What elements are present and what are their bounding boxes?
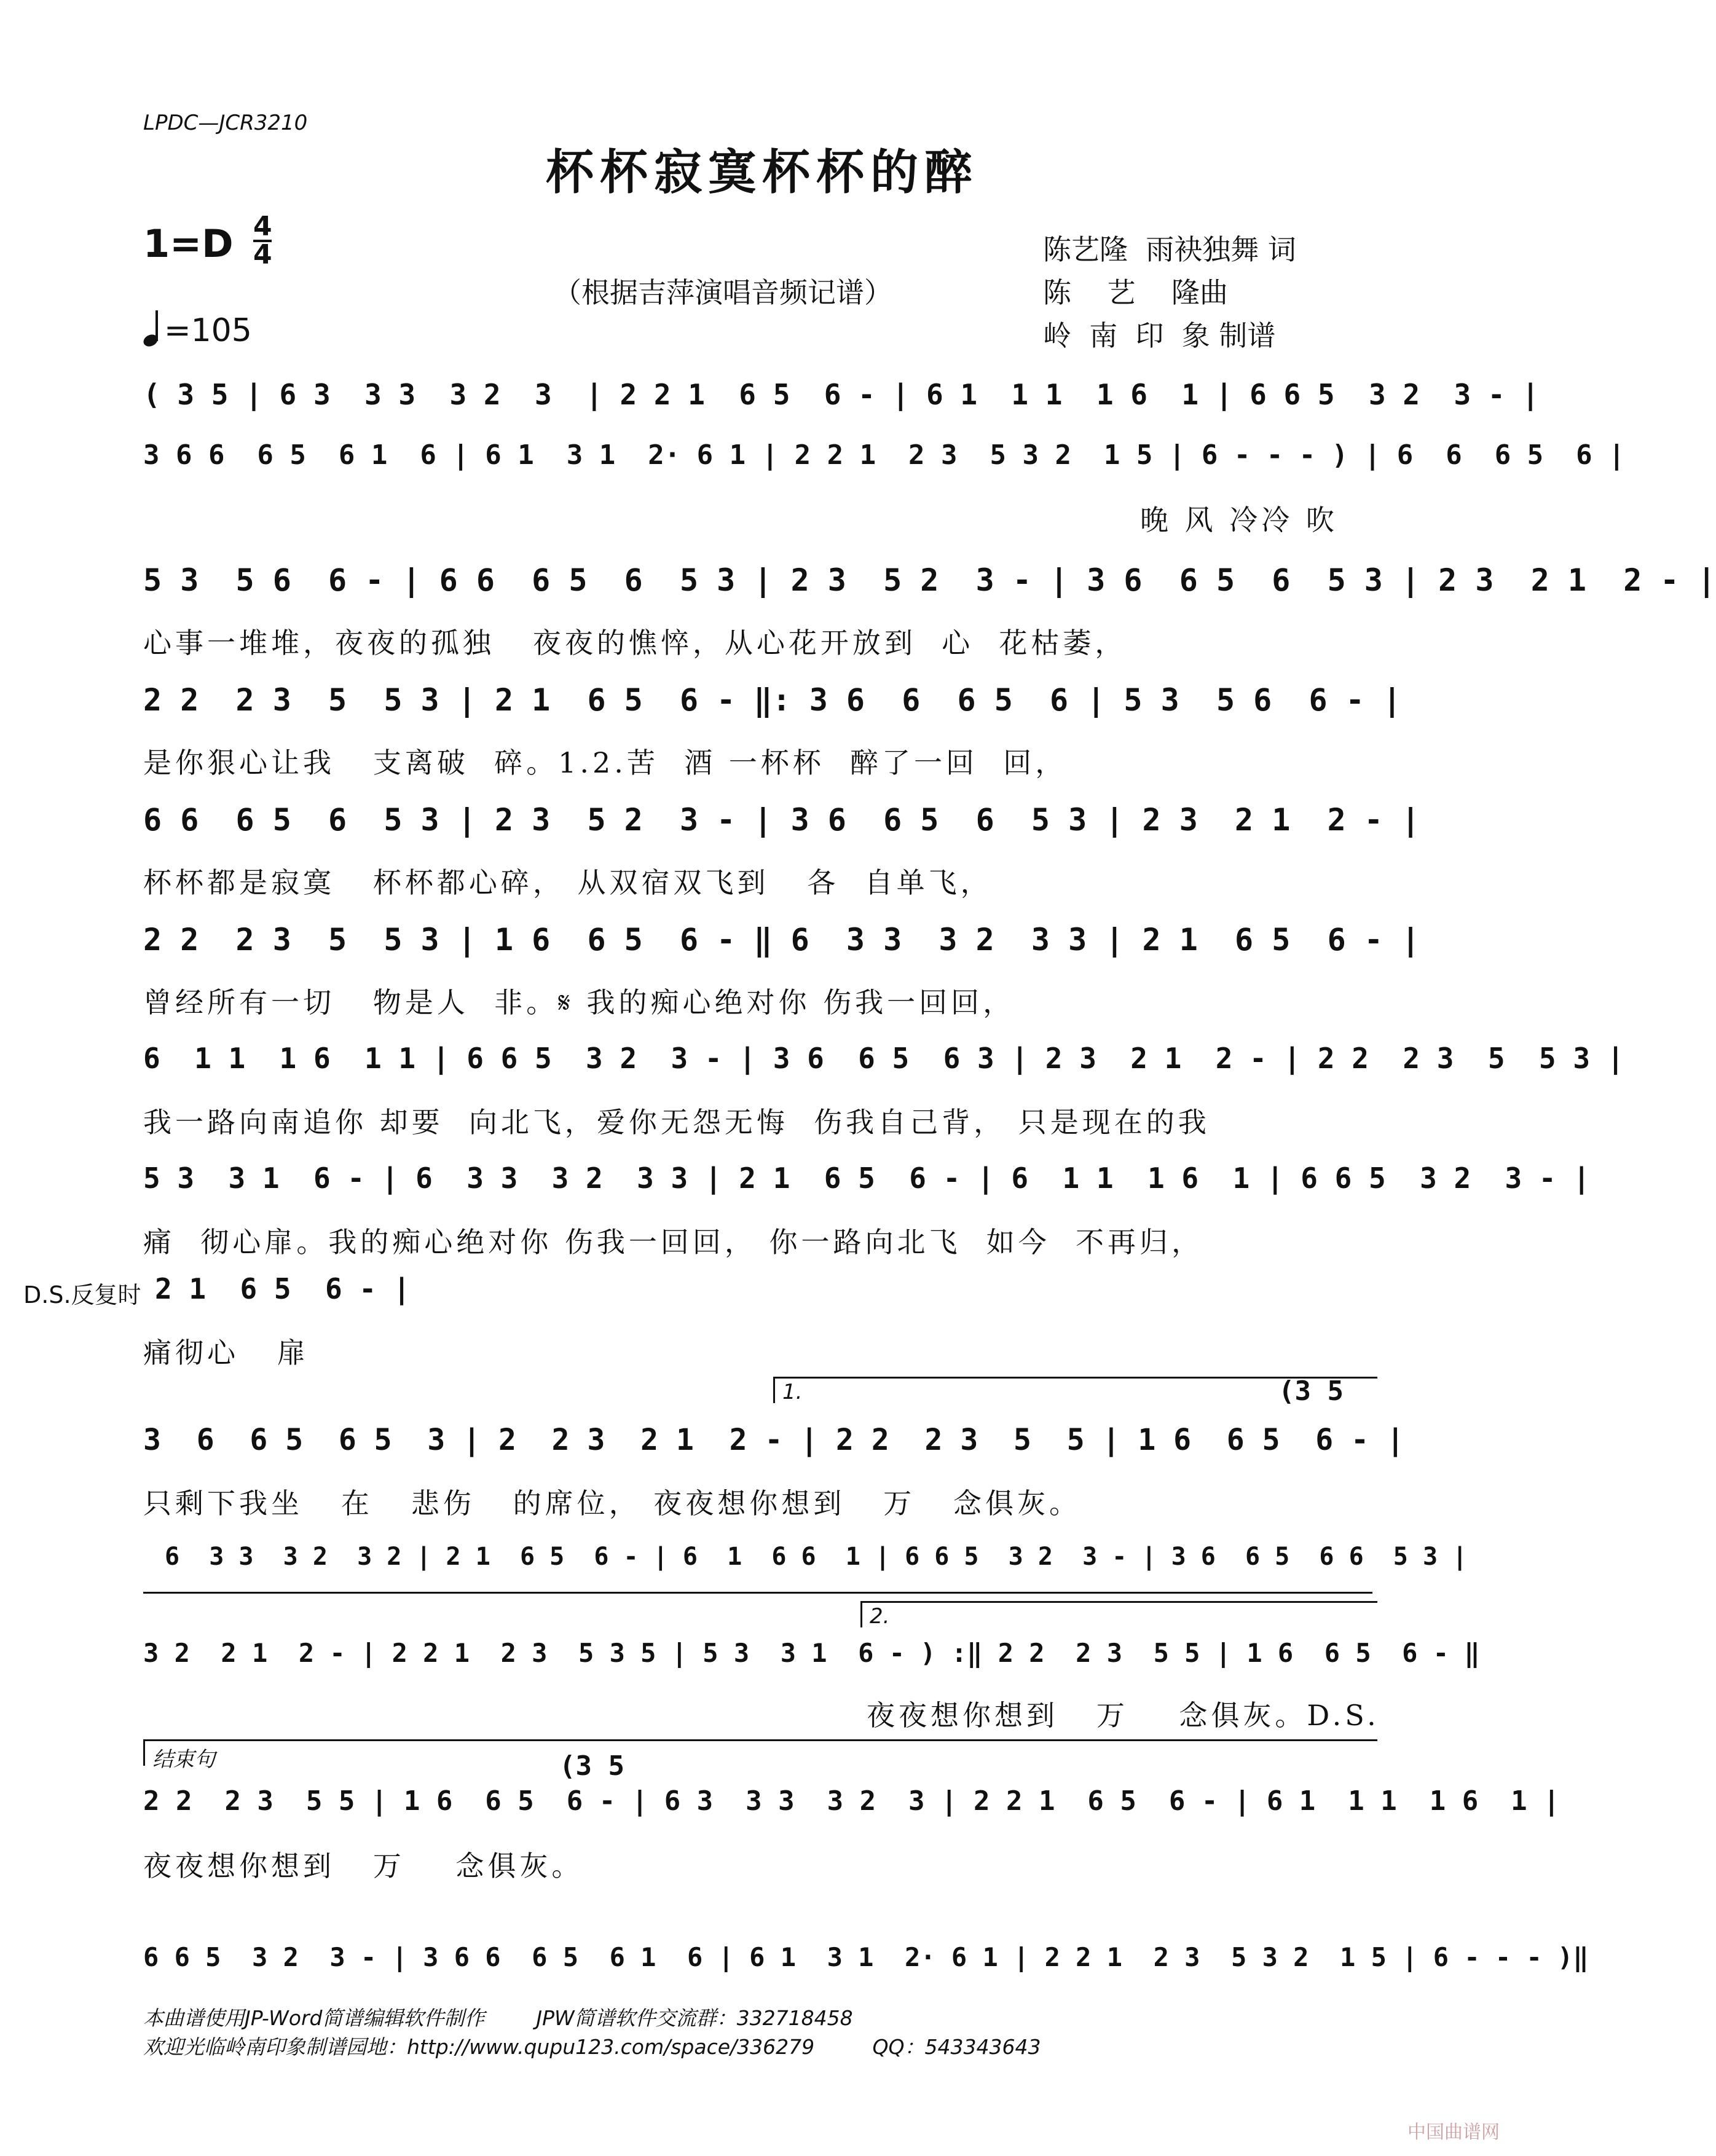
pickup-35-a: (3 5 <box>1278 1375 1344 1407</box>
score-row-3: 5 3 5 6 6 - | 6 6 6 5 6 5 3 | 2 3 5 2 3 - | 3 6 6 5 6 5 3 | 2 3 2 1 2 - | <box>143 562 1716 598</box>
credit-arranger: 岭 南 印 象 制谱 <box>1043 319 1276 352</box>
footer-line-2: 欢迎光临岭南印象制谱园地：http://www.qupu123.com/space/336279 QQ：543343643 <box>143 2035 1041 2059</box>
source-note: （根据吉萍演唱音频记谱） <box>553 276 892 309</box>
score-row-13: 2 2 2 3 5 5 | 1 6 6 5 6 - | 6 3 3 3 3 2 3 | 2 2 1 6 5 6 - | 6 1 1 1 1 6 1 | <box>143 1785 1560 1817</box>
score-row-8: 5 3 3 1 6 - | 6 3 3 3 2 3 3 | 2 1 6 5 6 - | 6 1 1 1 6 1 | 6 6 5 3 2 3 - | <box>143 1162 1591 1195</box>
song-title: 杯杯寂寞杯杯的醉 <box>545 144 978 200</box>
score-row-1: ( 3 5 | 6 3 3 3 3 2 3 | 2 2 1 6 5 6 - | 6 1 1 1 1 6 1 | 6 6 5 3 2 3 - | <box>143 378 1539 411</box>
lyric-row-6: 曾经所有一切 物是人 非。𝄋 我的痴心绝对你 伤我一回回， <box>143 986 1015 1019</box>
score-row-7: 6 1 1 1 6 1 1 | 6 6 5 3 2 3 - | 3 6 6 5 6 3 | 2 3 2 1 2 - | 2 2 2 3 5 5 3 | <box>143 1042 1624 1075</box>
score-row-6: 2 2 2 3 5 5 3 | 1 6 6 5 6 - ‖ 6 3 3 3 2 3 3 | 2 1 6 5 6 - | <box>143 922 1420 958</box>
volta-1: 1. <box>773 1377 1377 1403</box>
lyric-row-3: 心事一堆堆，夜夜的孤独 夜夜的憔悴，从心花开放到 心 花枯萎， <box>143 626 1127 659</box>
lyric-row-12: 夜夜想你想到 万 念俱灰。D.S. <box>867 1699 1380 1732</box>
ds-repeat-label: D.S.反复时 <box>23 1281 141 1308</box>
pickup-35-b: (3 5 <box>559 1750 624 1782</box>
lyric-row-9: 痛彻心 扉 <box>143 1336 309 1369</box>
volta-2: 2. <box>860 1601 1377 1627</box>
footer-line-1: 本曲谱使用JP-Word简谱编辑软件制作 JPW简谱软件交流群：332718458 <box>143 2006 853 2030</box>
score-row-12: 3 2 2 1 2 - | 2 2 1 2 3 5 3 5 | 5 3 3 1 6 - ) :‖ 2 2 2 3 5 5 | 1 6 6 5 6 - ‖ <box>143 1638 1480 1668</box>
score-row-11: 6 3 3 3 2 3 2 | 2 1 6 5 6 - | 6 1 6 6 1 | 6 6 5 3 2 3 - | 3 6 6 5 6 6 5 3 | <box>165 1543 1468 1571</box>
lyric-row-10: 只剩下我坐 在 悲伤 的席位， 夜夜想你想到 万 念俱灰。 <box>143 1487 1081 1520</box>
quarter-note-icon <box>143 310 159 346</box>
time-bottom: 4 <box>253 239 272 270</box>
lyric-row-5: 杯杯都是寂寞 杯杯都心碎， 从双宿双飞到 各 自单飞， <box>143 866 993 899</box>
bracket-line <box>143 1592 1372 1594</box>
credit-lyricist: 陈艺隆 雨袂独舞 词 <box>1043 233 1296 266</box>
key-signature: 1=D <box>143 221 234 266</box>
score-row-4: 2 2 2 3 5 5 3 | 2 1 6 5 6 - ‖: 3 6 6 6 5 6 | 5 3 5 6 6 - | <box>143 682 1401 718</box>
score-row-14: 6 6 5 3 2 3 - | 3 6 6 6 5 6 1 6 | 6 1 3 1 2· 6 1 | 2 2 1 2 3 5 3 2 1 5 | 6 - - - )‖ <box>143 1942 1589 1972</box>
volta-ending: 结束句 <box>143 1739 1377 1766</box>
time-top: 4 <box>253 211 272 242</box>
tempo-value: =105 <box>164 312 252 349</box>
tempo-marking <box>143 310 252 349</box>
lyric-row-4: 是你狠心让我 支离破 碎。1.2.苦 酒 一杯杯 醉了一回 回， <box>143 746 1068 779</box>
lyric-row-8: 痛 彻心扉。我的痴心绝对你 伤我一回回， 你一路向北飞 如今 不再归， <box>143 1226 1203 1259</box>
score-code: LPDC—JCR3210 <box>143 111 308 135</box>
lyric-row-7: 我一路向南追你 却要 向北飞，爱你无怨无悔 伤我自己背， 只是现在的我 <box>143 1106 1210 1139</box>
score-row-9: 2 1 6 5 6 - | <box>155 1272 411 1305</box>
score-row-10: 3 6 6 5 6 5 3 | 2 2 3 2 1 2 - | 2 2 2 3 5 5 | 1 6 6 5 6 - | <box>143 1423 1404 1457</box>
score-row-5: 6 6 6 5 6 5 3 | 2 3 5 2 3 - | 3 6 6 5 6 5 3 | 2 3 2 1 2 - | <box>143 802 1420 838</box>
lyric-row-13: 夜夜想你想到 万 念俱灰。 <box>143 1849 584 1883</box>
time-signature <box>253 211 272 270</box>
lyric-row-2: 晚 风 冷冷 吹 <box>1140 503 1338 537</box>
credit-composer: 陈 艺 隆曲 <box>1043 276 1228 309</box>
score-row-2: 3 6 6 6 5 6 1 6 | 6 1 3 1 2· 6 1 | 2 2 1 2 3 5 3 2 1 5 | 6 - - - ) | 6 6 6 5 6 | <box>143 439 1625 471</box>
watermark-logo: 中国曲谱网 <box>1407 2122 1500 2143</box>
